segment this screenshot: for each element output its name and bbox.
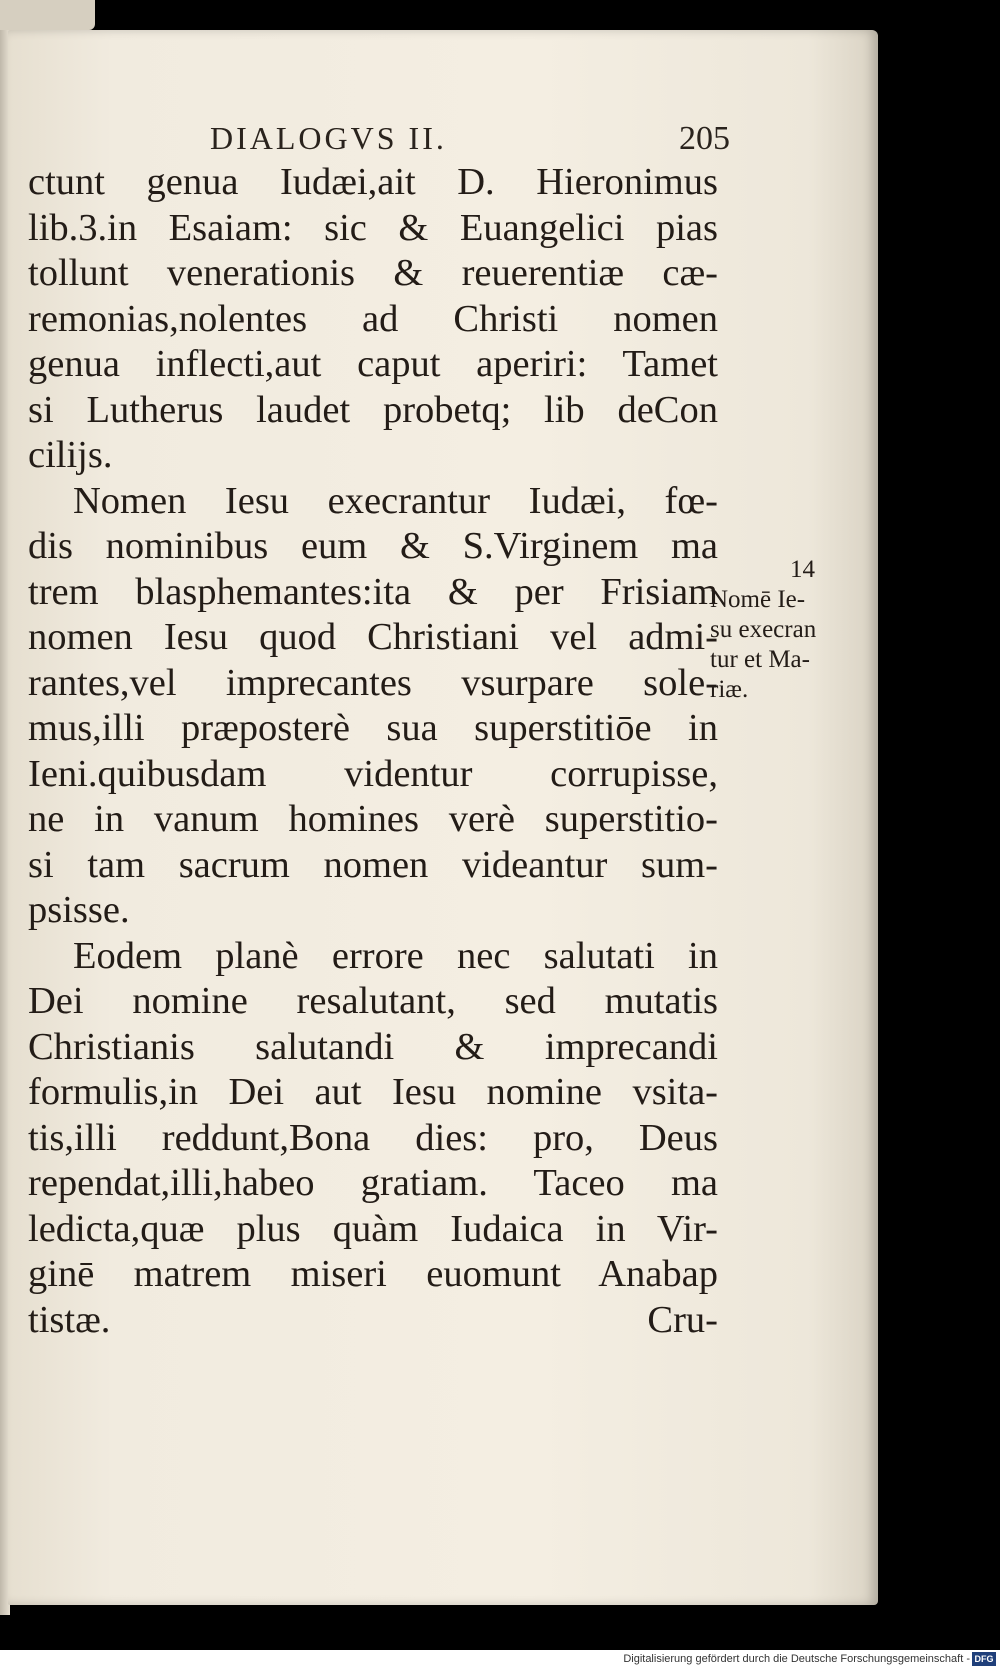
digitization-credit: Digitalisierung gefördert durch die Deutsche Forschungsgemeinschaft - [623, 1653, 970, 1665]
text-line: lib.3.in Esaiam: sic & Euangelici pias [28, 206, 718, 249]
text-line: Nomen Iesu execrantur Iudæi, fœ- [73, 479, 718, 522]
text-line: Dei nomine resalutant, sed mutatis [28, 980, 718, 1022]
catchword: Cru- [647, 1298, 718, 1341]
text-line: ctunt genua Iudæi,ait D. Hieronimus [28, 161, 718, 203]
text-line: ginē matrem miseri euomunt Anabap [28, 1253, 718, 1295]
margin-note [710, 555, 870, 705]
margin-note-line: Nomē Ie- [710, 586, 806, 613]
text-line: dis nominibus eum & S.Virginem ma [28, 525, 718, 567]
dfg-logo: DFG [972, 1652, 996, 1666]
text-line: nomen Iesu quod Christiani vel admi- [28, 616, 718, 658]
text-line: trem blasphemantes:ita & per Frisiam [28, 570, 718, 613]
page-header [210, 120, 730, 164]
body-text [28, 160, 718, 1343]
margin-note-number: 14 [790, 556, 815, 583]
text-line: mus,illi præposterè sua superstitiōe in [28, 707, 718, 749]
text-line: formulis,in Dei aut Iesu nomine vsita- [28, 1071, 718, 1113]
text-line-end: tistæ. [28, 1298, 111, 1341]
margin-note-line: tur et Ma- [710, 646, 810, 673]
running-head: DIALOGVS II. [210, 120, 447, 156]
text-line: tollunt venerationis & reuerentiæ cæ- [28, 252, 718, 294]
margin-note-line: riæ. [710, 676, 749, 703]
text-line [28, 1298, 718, 1344]
text-line: rependat,illi,habeo gratiam. Taceo ma [28, 1162, 718, 1204]
text-line: ledicta,quæ plus quàm Iudaica in Vir- [28, 1207, 718, 1250]
text-line: Ieni.quibusdam videntur corrupisse, [28, 752, 718, 795]
margin-note-line: su execran [710, 616, 817, 643]
text-line: psisse. [28, 889, 130, 931]
text-line: genua inflecti,aut caput aperiri: Tamet [28, 343, 718, 385]
scan-border-tab [0, 0, 95, 30]
text-line: rantes,vel imprecantes vsurpare sole- [28, 661, 718, 704]
text-line: ne in vanum homines verè superstitio- [28, 798, 718, 840]
text-line: cilijs. [28, 434, 113, 476]
text-line: tis,illi reddunt,Bona dies: pro, Deus [28, 1116, 718, 1159]
text-line: remonias,nolentes ad Christi nomen [28, 297, 718, 340]
text-line: si tam sacrum nomen videantur sum- [28, 843, 718, 886]
page-number: 205 [679, 120, 730, 157]
text-line: Christianis salutandi & imprecandi [28, 1025, 718, 1068]
text-line: Eodem planè errore nec salutati in [73, 934, 718, 977]
text-line: si Lutherus laudet probetq; lib deCon [28, 388, 718, 431]
